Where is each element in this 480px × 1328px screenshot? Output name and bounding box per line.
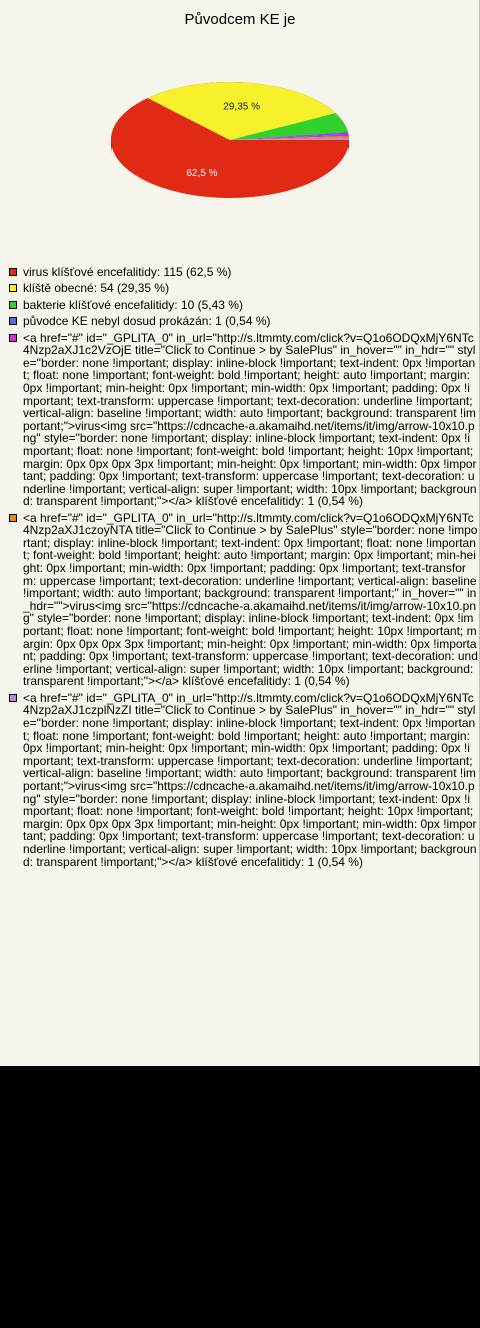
legend-label: <a href="#" id="_GPLITA_0" in_url="http://s.ltmmty.com/click?v=Q1o6ODQxMjY6NTc4Nzp2aXJ1c2VzOjE title="Click to Continue > by SalePlus" in_hover="" in_hdr="" style="border: none !important; display: inline-block !important; text-indent: 0px !important; float: none !important; font-weight: bold !important; height: auto !important; margin: 0px !important; min-height: 0px !important; min-width: 0px !important; padding: 0px !important; text-transform: uppercase !important; text-decoration: underline !important; vertical-align: baseline !important; width: auto !important; background: transparent !important;">virus<img src="https://cdncache-a.akamaihd.net/items/it/img/arrow-10x10.png" style="border: none !important; display: inline-block !important; text-indent: 0px !important; float: none !important; font-weight: bold !important; height: 10px !important; margin: 0px 0px 0px 3px !important; min-height: 0px !important; min-width: 0px !important; padding: 0px !important; text-transform: uppercase !important; text-decoration: underline !important; vertical-align: super !important; width: 10px !important; background: transparent !important;"></a> klíšťové encefalitidy: 1 (0,54 %)	[23, 330, 477, 509]
legend-label: klíště obecné: 54 (29,35 %)	[23, 281, 170, 296]
legend-label: původce KE nebyl dosud prokázán: 1 (0,54 %)	[23, 314, 271, 329]
legend-item	[9, 315, 479, 328]
legend-item	[9, 512, 479, 688]
legend-label: bakterie klíšťové encefalitidy: 10 (5,43 %)	[23, 297, 243, 312]
legend-swatch	[9, 284, 17, 292]
legend-swatch	[9, 268, 17, 276]
pie-data-label: 62,5 %	[186, 168, 218, 180]
legend-swatch	[9, 694, 17, 702]
legend-label: <a href="#" id="_GPLITA_0" in_url="http://s.ltmmty.com/click?v=Q1o6ODQxMjY6NTc4Nzp2aXJ1czplNzZI title="Click to Continue > by SalePlus" in_hover="" in_hdr="" style="border: none !important; display: inline-block !important; text-indent: 0px !important; float: none !important; font-weight: bold !important; height: auto !important; margin: 0px !important; min-height: 0px !important; min-width: 0px !important; padding: 0px !important; text-transform: uppercase !important; text-decoration: underline !important; vertical-align: baseline !important; width: auto !important; background: transparent !important;">virus<img src="https://cdncache-a.akamaihd.net/items/it/img/arrow-10x10.png" style="border: none !important; display: inline-block !important; text-indent: 0px !important; float: none !important; font-weight: bold !important; height: 10px !important; margin: 0px 0px 0px 3px !important; min-height: 0px !important; min-width: 0px !important; padding: 0px !important; text-transform: uppercase !important; text-decoration: underline !important; vertical-align: super !important; width: 10px !important; background: transparent !important;"></a> klíšťové encefalitidy: 1 (0,54 %)	[23, 690, 477, 869]
legend-swatch	[9, 301, 17, 309]
chart-title: Původcem KE je	[184, 11, 296, 28]
legend-item	[9, 332, 479, 508]
legend-swatch	[9, 334, 17, 342]
legend-item	[9, 692, 479, 868]
legend-item	[9, 266, 479, 279]
legend-item	[9, 282, 479, 295]
legend-label: <a href="#" id="_GPLITA_0" in_url="http://s.ltmmty.com/click?v=Q1o6ODQxMjY6NTc4Nzp2aXJ1czoyNTA title="Click to Continue > by SalePlus" style="border: none !important; display: inline-block !important; text-indent: 0px !important; float: none !important; font-weight: bold !important; height: auto !important; margin: 0px !important; min-height: 0px !important; min-width: 0px !important; padding: 0px !important; text-transform: uppercase !important; text-decoration: underline !important; vertical-align: baseline !important; width: auto !important; background: transparent !important;" in_hover="" in_hdr="">virus<img src="https://cdncache-a.akamaihd.net/items/it/img/arrow-10x10.png" style="border: none !important; display: inline-block !important; text-indent: 0px !important; float: none !important; font-weight: bold !important; height: 10px !important; margin: 0px 0px 0px 3px !important; min-height: 0px !important; min-width: 0px !important; padding: 0px !important; text-transform: uppercase !important; text-decoration: underline !important; vertical-align: super !important; width: 10px !important; background: transparent !important;"></a> klíšťové encefalitidy: 1 (0,54 %)	[23, 510, 478, 689]
legend-swatch	[9, 514, 17, 522]
pie-chart	[0, 30, 480, 250]
legend-item	[9, 299, 479, 312]
chart-legend	[9, 266, 479, 872]
pie-data-label: 29,35 %	[223, 101, 261, 113]
legend-swatch	[9, 317, 17, 325]
legend-label: virus klíšťové encefalitidy: 115 (62,5 %)	[23, 265, 232, 279]
